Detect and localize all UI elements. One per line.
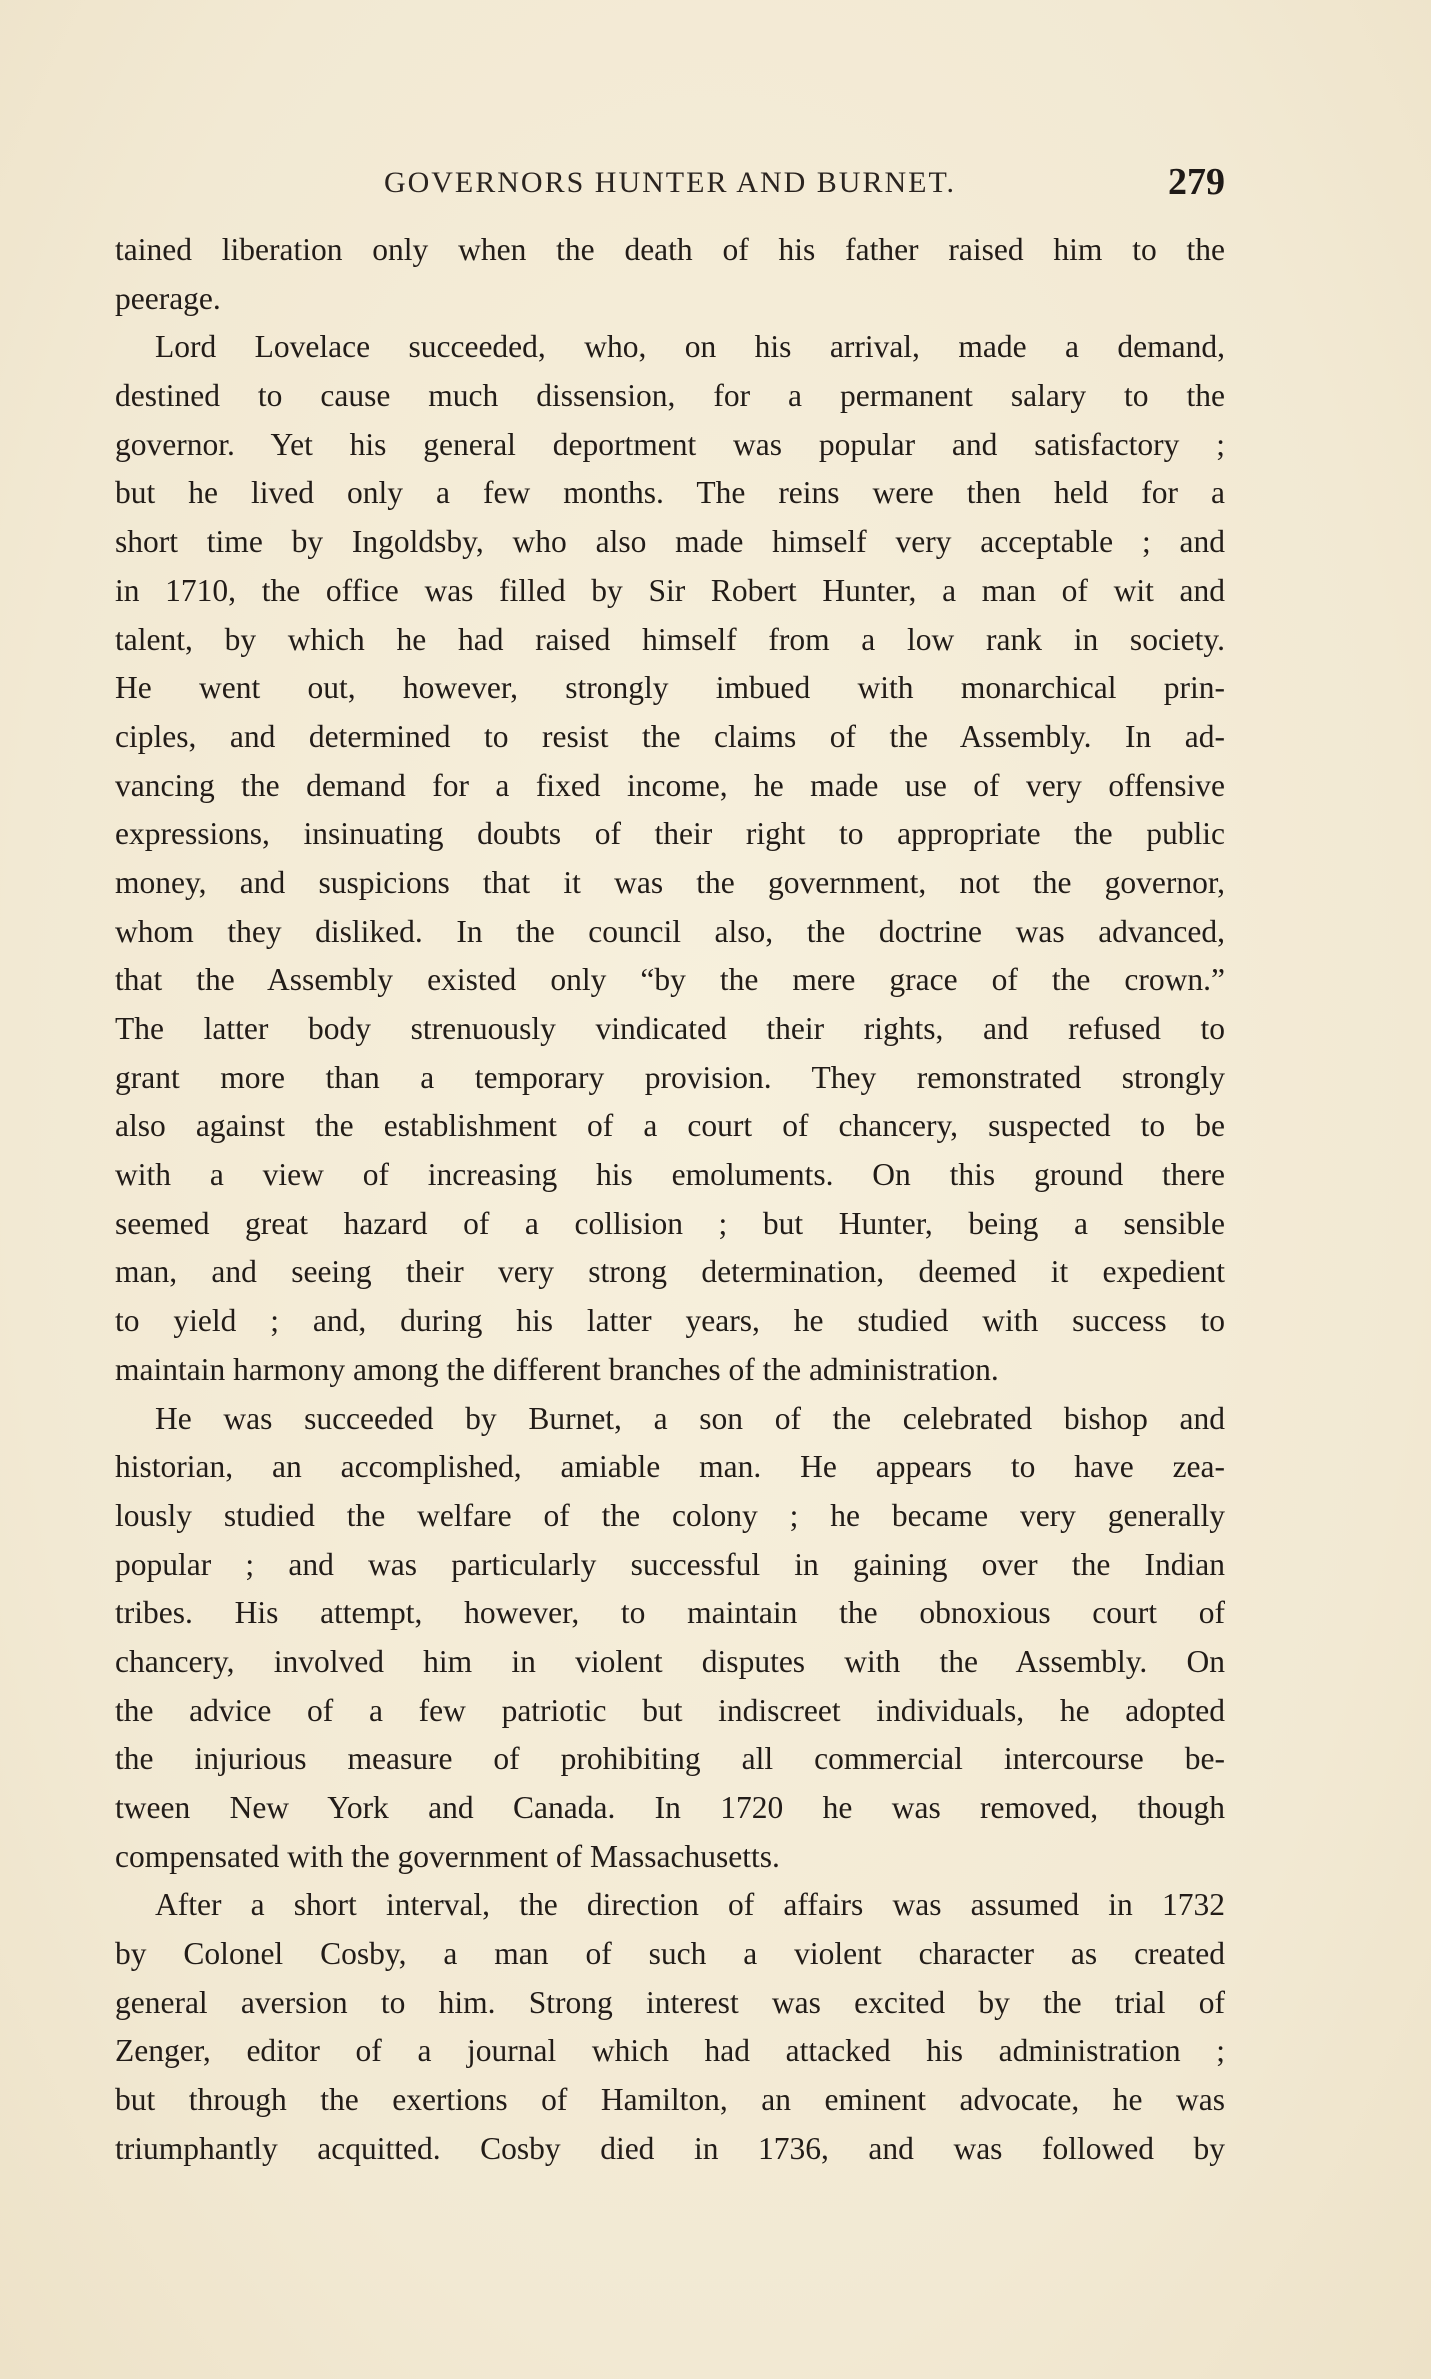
text-line: destined to cause much dissension, for a permanent salary to the <box>115 378 1225 414</box>
text-line: also against the establishment of a court of chancery, suspected to be <box>115 1108 1225 1144</box>
text-line: money, and suspicions that it was the government, not the governor, <box>115 864 1225 900</box>
text-line: triumphantly acquitted. Cosby died in 1736, and was followed by <box>115 2130 1225 2166</box>
text-line: lously studied the welfare of the colony ; he became very generally <box>115 1497 1225 1533</box>
text-line: but through the exertions of Hamilton, an eminent advocate, he was <box>115 2082 1225 2118</box>
body-text <box>115 226 1225 2174</box>
text-line: general aversion to him. Strong interest was excited by the trial of <box>115 1984 1225 2020</box>
text-line: After a short interval, the direction of affairs was assumed in 1732 <box>155 1887 1225 1923</box>
text-line: popular ; and was particularly successful in gaining over the Indian <box>115 1546 1225 1582</box>
text-line: with a view of increasing his emoluments. On this ground there <box>115 1157 1225 1193</box>
text-line: the advice of a few patriotic but indiscreet individuals, he adopted <box>115 1692 1225 1728</box>
text-line: man, and seeing their very strong determination, deemed it expedient <box>115 1254 1225 1290</box>
text-line: He went out, however, strongly imbued with monarchical prin- <box>115 670 1225 706</box>
text-line: Zenger, editor of a journal which had attacked his administration ; <box>115 2033 1225 2069</box>
text-line: peerage. <box>115 280 221 316</box>
text-line: grant more than a temporary provision. They remonstrated strongly <box>115 1059 1225 1095</box>
text-line: short time by Ingoldsby, who also made himself very acceptable ; and <box>115 524 1225 560</box>
text-line: Lord Lovelace succeeded, who, on his arrival, made a demand, <box>155 329 1225 365</box>
running-head <box>115 160 1225 204</box>
text-line: the injurious measure of prohibiting all commercial intercourse be- <box>115 1741 1225 1777</box>
page-number: 279 <box>1168 161 1225 203</box>
text-line: tribes. His attempt, however, to maintain the obnoxious court of <box>115 1595 1225 1631</box>
text-line: talent, by which he had raised himself from a low rank in society. <box>115 621 1225 657</box>
text-line: historian, an accomplished, amiable man. He appears to have zea- <box>115 1449 1225 1485</box>
text-line: but he lived only a few months. The reins were then held for a <box>115 475 1225 511</box>
running-title: GOVERNORS HUNTER AND BURNET. <box>383 166 957 199</box>
text-line: He was succeeded by Burnet, a son of the celebrated bishop and <box>155 1400 1225 1436</box>
text-line: vancing the demand for a fixed income, he made use of very offensive <box>115 767 1225 803</box>
text-line: in 1710, the office was filled by Sir Robert Hunter, a man of wit and <box>115 572 1225 608</box>
text-line: to yield ; and, during his latter years, he studied with success to <box>115 1303 1225 1339</box>
text-line: tained liberation only when the death of his father raised him to the <box>115 232 1225 267</box>
text-line: governor. Yet his general deportment was popular and satisfactory ; <box>115 426 1225 462</box>
text-line: that the Assembly existed only “by the mere grace of the crown.” <box>115 962 1225 998</box>
text-line: expressions, insinuating doubts of their right to appropriate the public <box>115 816 1225 852</box>
text-line: tween New York and Canada. In 1720 he was removed, though <box>115 1790 1225 1825</box>
text-line: seemed great hazard of a collision ; but Hunter, being a sensible <box>115 1205 1225 1241</box>
text-line: The latter body strenuously vindicated their rights, and refused to <box>115 1011 1225 1046</box>
text-line: chancery, involved him in violent disputes with the Assembly. On <box>115 1643 1225 1679</box>
text-line: maintain harmony among the different branches of the administration. <box>115 1351 999 1387</box>
text-line: by Colonel Cosby, a man of such a violent character as created <box>115 1936 1225 1972</box>
text-line: ciples, and determined to resist the claims of the Assembly. In ad- <box>115 718 1225 754</box>
text-line: compensated with the government of Massachusetts. <box>115 1838 780 1874</box>
text-line: whom they disliked. In the council also, the doctrine was advanced, <box>115 913 1225 949</box>
